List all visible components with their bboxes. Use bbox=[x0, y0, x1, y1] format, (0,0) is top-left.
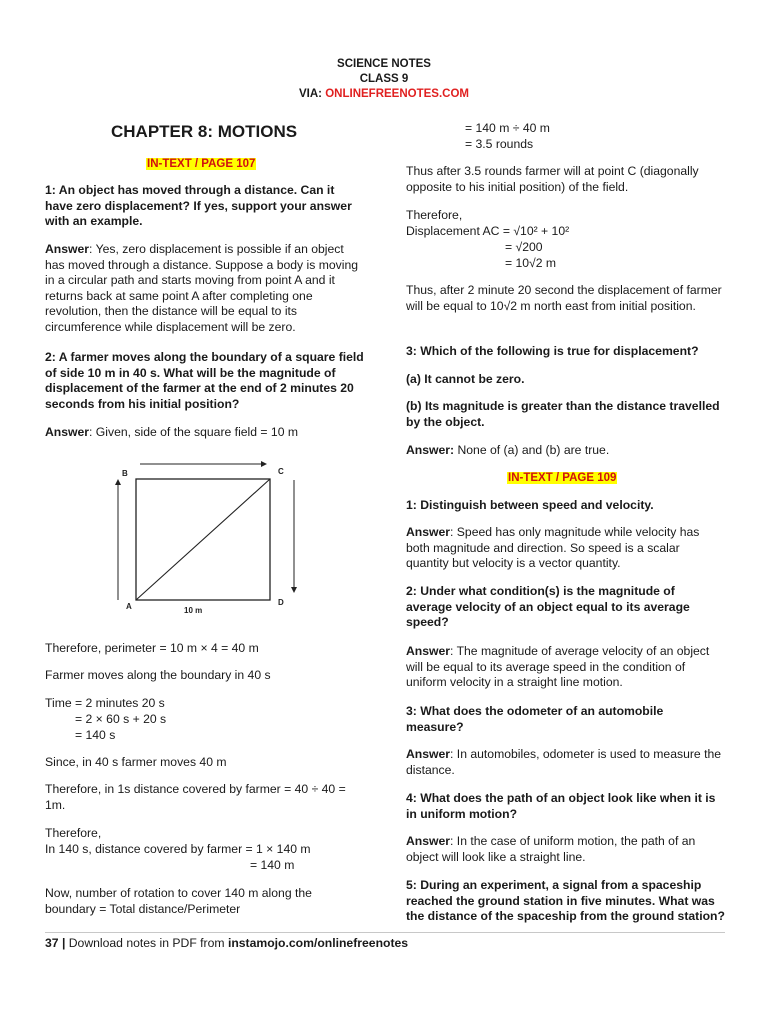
diagonal-ac bbox=[136, 479, 270, 600]
rotation-line: Now, number of rotation to cover 140 m along the boundary = Total distance/Perimeter bbox=[45, 886, 312, 916]
answer-4-text: : Speed has only magnitude while velocity has both magnitude and direction. So speed is a scalar quantity but velocity is a vector quantity. bbox=[406, 525, 700, 571]
farmer-moves-line: Farmer moves along the boundary in 40 s bbox=[45, 668, 271, 682]
footer-text: Download notes in PDF from bbox=[68, 936, 228, 950]
thus-line-1: Thus after 3.5 rounds farmer will at point C (diagonally opposite to his initial position) of the field. bbox=[406, 164, 699, 194]
question-7: 4: What does the path of an object look like when it is in uniform motion? bbox=[406, 791, 716, 821]
page-header bbox=[0, 57, 768, 102]
page-number: 37 bbox=[45, 936, 59, 950]
question-5: 2: Under what condition(s) is the magnitude of average velocity of an object equal to its average speed? bbox=[406, 584, 690, 630]
answer-6 bbox=[406, 747, 724, 778]
section-heading-page-107 bbox=[146, 156, 256, 172]
answer-4 bbox=[406, 525, 724, 572]
square-field-diagram bbox=[108, 458, 308, 618]
header-via bbox=[0, 87, 768, 102]
answer-label: Answer bbox=[406, 525, 451, 539]
section-label: IN-TEXT / PAGE 109 bbox=[508, 472, 617, 484]
label-b: B bbox=[122, 469, 128, 478]
label-c: C bbox=[278, 467, 284, 476]
header-line-class: CLASS 9 bbox=[359, 73, 409, 85]
section-heading-page-109 bbox=[507, 470, 617, 486]
label-d: D bbox=[278, 598, 284, 607]
answer-label: Answer bbox=[406, 834, 451, 848]
answer-7-text: : In the case of uniform motion, the path of an object will look like a straight line. bbox=[406, 834, 696, 864]
since-line: Since, in 40 s farmer moves 40 m bbox=[45, 755, 227, 769]
calc-line-2: = 3.5 rounds bbox=[465, 137, 534, 151]
side-length-label: 10 m bbox=[184, 606, 203, 615]
footer-separator: | bbox=[58, 936, 69, 950]
therefore-line-2: Therefore, bbox=[406, 208, 463, 222]
answer-1-text: : Yes, zero displacement is possible if an object has moved through a distance. Suppose a body is moving in a circular path and starts moving from point A and it returns back at same point A after completing one revolution, then the distance will be equal to its circumference while displacement will be zero. bbox=[45, 242, 359, 334]
question-3: 3: Which of the following is true for displacement? bbox=[406, 344, 699, 358]
via-site-link[interactable]: ONLINEFREENOTES.COM bbox=[325, 88, 469, 100]
answer-6-text: : In automobiles, odometer is used to measure the distance. bbox=[406, 747, 722, 777]
page-footer bbox=[45, 936, 408, 951]
answer-2-text: : Given, side of the square field = 10 m bbox=[89, 425, 299, 439]
time-line-2: = 2 × 60 s + 20 s bbox=[75, 712, 167, 726]
answer-label: Answer bbox=[406, 644, 451, 658]
footer-divider bbox=[45, 932, 725, 933]
question-2: 2: A farmer moves along the boundary of a square field of side 10 m in 40 s. What will be the magnitude of displacement of the farmer at the end of 2 minutes 20 seconds from his initial position? bbox=[45, 350, 364, 411]
header-line-science-notes: SCIENCE NOTES bbox=[337, 58, 431, 70]
thus-line-2: Thus, after 2 minute 20 second the displacement of farmer will be equal to 10√2 m north east from initial position. bbox=[406, 283, 722, 313]
in-1s-line: Therefore, in 1s distance covered by farmer = 40 ÷ 40 = 1m. bbox=[45, 782, 346, 812]
chapter-title: CHAPTER 8: MOTIONS bbox=[111, 122, 298, 141]
question-8: 5: During an experiment, a signal from a spaceship reached the ground station in five minutes. What was the distance of the spaceship from the ground station? bbox=[406, 878, 725, 924]
therefore-line: Therefore, bbox=[45, 826, 102, 840]
answer-7 bbox=[406, 834, 724, 865]
via-label: VIA: bbox=[299, 88, 323, 100]
answer-label: Answer bbox=[406, 747, 451, 761]
displacement-line-3: = 10√2 m bbox=[505, 256, 557, 270]
answer-label: Answer bbox=[45, 242, 90, 256]
perimeter-line: Therefore, perimeter = 10 m × 4 = 40 m bbox=[45, 641, 259, 655]
section-label: IN-TEXT / PAGE 107 bbox=[147, 158, 256, 170]
answer-1 bbox=[45, 242, 365, 336]
footer-download-link[interactable]: instamojo.com/onlinefreenotes bbox=[227, 936, 409, 950]
label-a: A bbox=[126, 602, 132, 611]
answer-label: Answer: bbox=[406, 443, 455, 457]
question-4: 1: Distinguish between speed and velocity. bbox=[406, 498, 654, 512]
calc-line-1: = 140 m ÷ 40 m bbox=[465, 121, 550, 135]
answer-5-text: : The magnitude of average velocity of an object will be equal to its average speed in the condition of uniform velocity in a straight line motion. bbox=[406, 644, 710, 690]
displacement-line-1: Displacement AC = √10² + 10² bbox=[406, 224, 570, 238]
answer-label: Answer bbox=[45, 425, 90, 439]
answer-5 bbox=[406, 644, 724, 691]
in-140s-line: In 140 s, distance covered by farmer = 1 × 140 m bbox=[45, 842, 311, 856]
square-field-figure bbox=[108, 458, 308, 618]
answer-3-text: None of (a) and (b) are true. bbox=[454, 443, 610, 457]
time-line-1: Time = 2 minutes 20 s bbox=[45, 696, 165, 710]
option-a: (a) It cannot be zero. bbox=[406, 372, 525, 386]
question-6: 3: What does the odometer of an automobile measure? bbox=[406, 704, 664, 734]
answer-2 bbox=[45, 425, 365, 441]
equals-140-line: = 140 m bbox=[250, 858, 295, 872]
displacement-line-2: = √200 bbox=[505, 240, 543, 254]
time-line-3: = 140 s bbox=[75, 728, 116, 742]
question-1: 1: An object has moved through a distance. Can it have zero displacement? If yes, support your answer with an example. bbox=[45, 183, 352, 229]
option-b: (b) Its magnitude is greater than the distance travelled by the object. bbox=[406, 399, 720, 429]
answer-3 bbox=[406, 443, 609, 459]
